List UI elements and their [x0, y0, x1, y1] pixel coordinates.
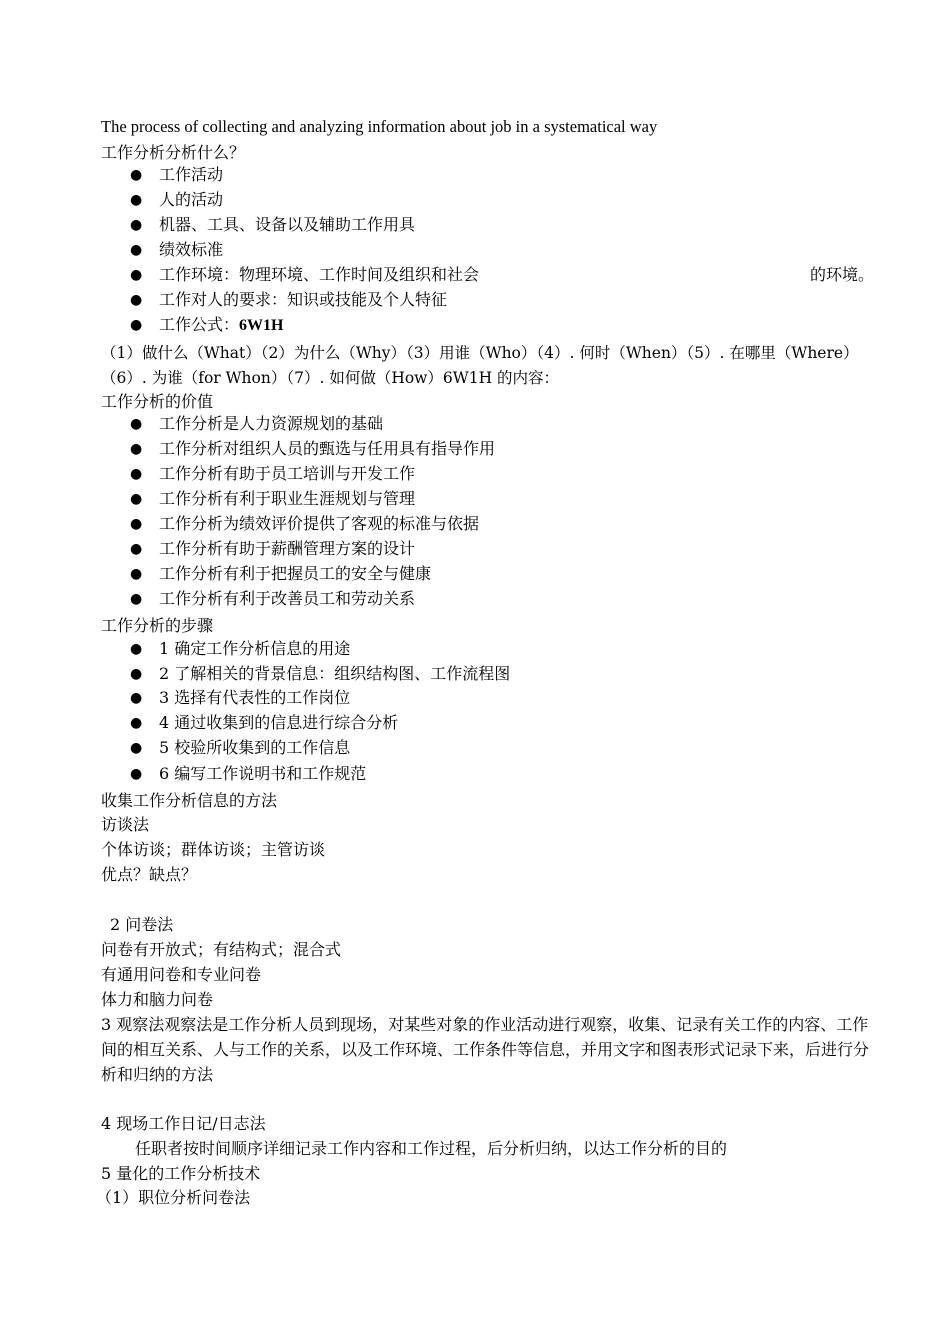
questionnaire-types-1: 问卷有开放式；有结构式；混合式	[101, 940, 342, 959]
list-item: 工作活动	[159, 165, 224, 184]
bullet: ●	[130, 217, 143, 233]
position-questionnaire: （1）职位分析问卷法	[96, 1188, 251, 1207]
list-item: 工作分析对组织人员的甄选与任用具有指导作用	[159, 439, 496, 458]
bullet: ●	[130, 167, 143, 183]
what-heading: 工作分析分析什么？	[101, 143, 246, 162]
diary-description: 任职者按时间顺序详细记录工作内容和工作过程，后分析归纳，以达工作分析的目的	[135, 1139, 728, 1158]
bullet: ●	[130, 466, 143, 482]
list-item: 6 编写工作说明书和工作规范	[159, 764, 367, 783]
observation-paragraph: 3 观察法观察法是工作分析人员到现场，对某些对象的作业活动进行观察，收集、记录有关工作的内容、工作间的相互关系、人与工作的关系，以及工作环境、工作条件等信息，并用文字和图表形式记录下来，后进行分析和归纳的方法	[101, 1015, 870, 1084]
bullet: ●	[130, 491, 143, 507]
bullet: ●	[130, 666, 143, 682]
list-item: 工作分析有助于员工培训与开发工作	[159, 464, 416, 483]
bullet: ●	[130, 566, 143, 582]
sixw-line-1: （1）做什么（What）（2）为什么（Why）（3）用谁（Who）（4）. 何时（When）（5）. 在哪里（Where）	[101, 344, 859, 362]
list-item: 工作分析是人力资源规划的基础	[159, 414, 384, 433]
bullet: ●	[130, 766, 143, 782]
value-heading: 工作分析的价值	[101, 392, 214, 411]
list-item-formula	[159, 315, 283, 336]
list-item-tail: 的环境。	[810, 265, 875, 284]
bullet: ●	[130, 715, 143, 731]
questionnaire-heading: 2 问卷法	[110, 915, 174, 934]
bullet: ●	[130, 441, 143, 457]
bullet: ●	[130, 641, 143, 657]
list-item: 机器、工具、设备以及辅助工作用具	[159, 215, 416, 234]
list-item: 工作分析有利于职业生涯规划与管理	[159, 489, 416, 508]
sixw-line-2: （6）. 为谁（for Whon）（7）. 如何做（How）6W1H 的内容：	[101, 369, 560, 387]
bullet: ●	[130, 242, 143, 258]
list-item: 人的活动	[159, 190, 224, 209]
diary-heading: 4 现场工作日记/日志法	[101, 1114, 266, 1133]
list-item: 2 了解相关的背景信息：组织结构图、工作流程图	[159, 664, 511, 683]
questionnaire-types-2: 有通用问卷和专业问卷	[101, 965, 262, 984]
questionnaire-types-3: 体力和脑力问卷	[101, 990, 214, 1009]
list-item: 工作分析为绩效评价提供了客观的标准与依据	[159, 514, 480, 533]
list-item: 工作环境：物理环境、工作时间及组织和社会	[159, 265, 480, 284]
list-item: 绩效标准	[159, 240, 224, 259]
bullet: ●	[130, 267, 143, 283]
list-item: 4 通过收集到的信息进行综合分析	[159, 713, 399, 732]
bullet: ●	[130, 591, 143, 607]
intro-text: The process of collecting and analyzing information about job in a systematical way	[101, 117, 658, 136]
methods-heading: 收集工作分析信息的方法	[101, 791, 278, 810]
interview-types: 个体访谈；群体访谈；主管访谈	[101, 840, 326, 859]
list-item: 工作分析有助于薪酬管理方案的设计	[159, 539, 416, 558]
quant-heading: 5 量化的工作分析技术	[101, 1164, 261, 1183]
bullet: ●	[130, 740, 143, 756]
list-item: 3 选择有代表性的工作岗位	[159, 688, 351, 707]
list-item: 工作分析有利于改善员工和劳动关系	[159, 589, 416, 608]
bullet: ●	[130, 292, 143, 308]
steps-heading: 工作分析的步骤	[101, 616, 214, 635]
list-item: 1 确定工作分析信息的用途	[159, 639, 351, 658]
interview-heading: 访谈法	[101, 815, 150, 834]
bullet: ●	[130, 516, 143, 532]
bullet: ●	[130, 317, 143, 333]
list-item: 工作分析有利于把握员工的安全与健康	[159, 564, 432, 583]
list-item: 工作对人的要求：知识或技能及个人特征	[159, 290, 448, 309]
list-item: 5 校验所收集到的工作信息	[159, 738, 351, 757]
pros-cons: 优点？缺点？	[101, 865, 198, 884]
bullet: ●	[130, 690, 143, 706]
formula-label: 工作公式：	[159, 315, 240, 334]
bullet: ●	[130, 416, 143, 432]
bullet: ●	[130, 541, 143, 557]
bullet: ●	[130, 192, 143, 208]
formula-value: 6W1H	[239, 317, 284, 334]
